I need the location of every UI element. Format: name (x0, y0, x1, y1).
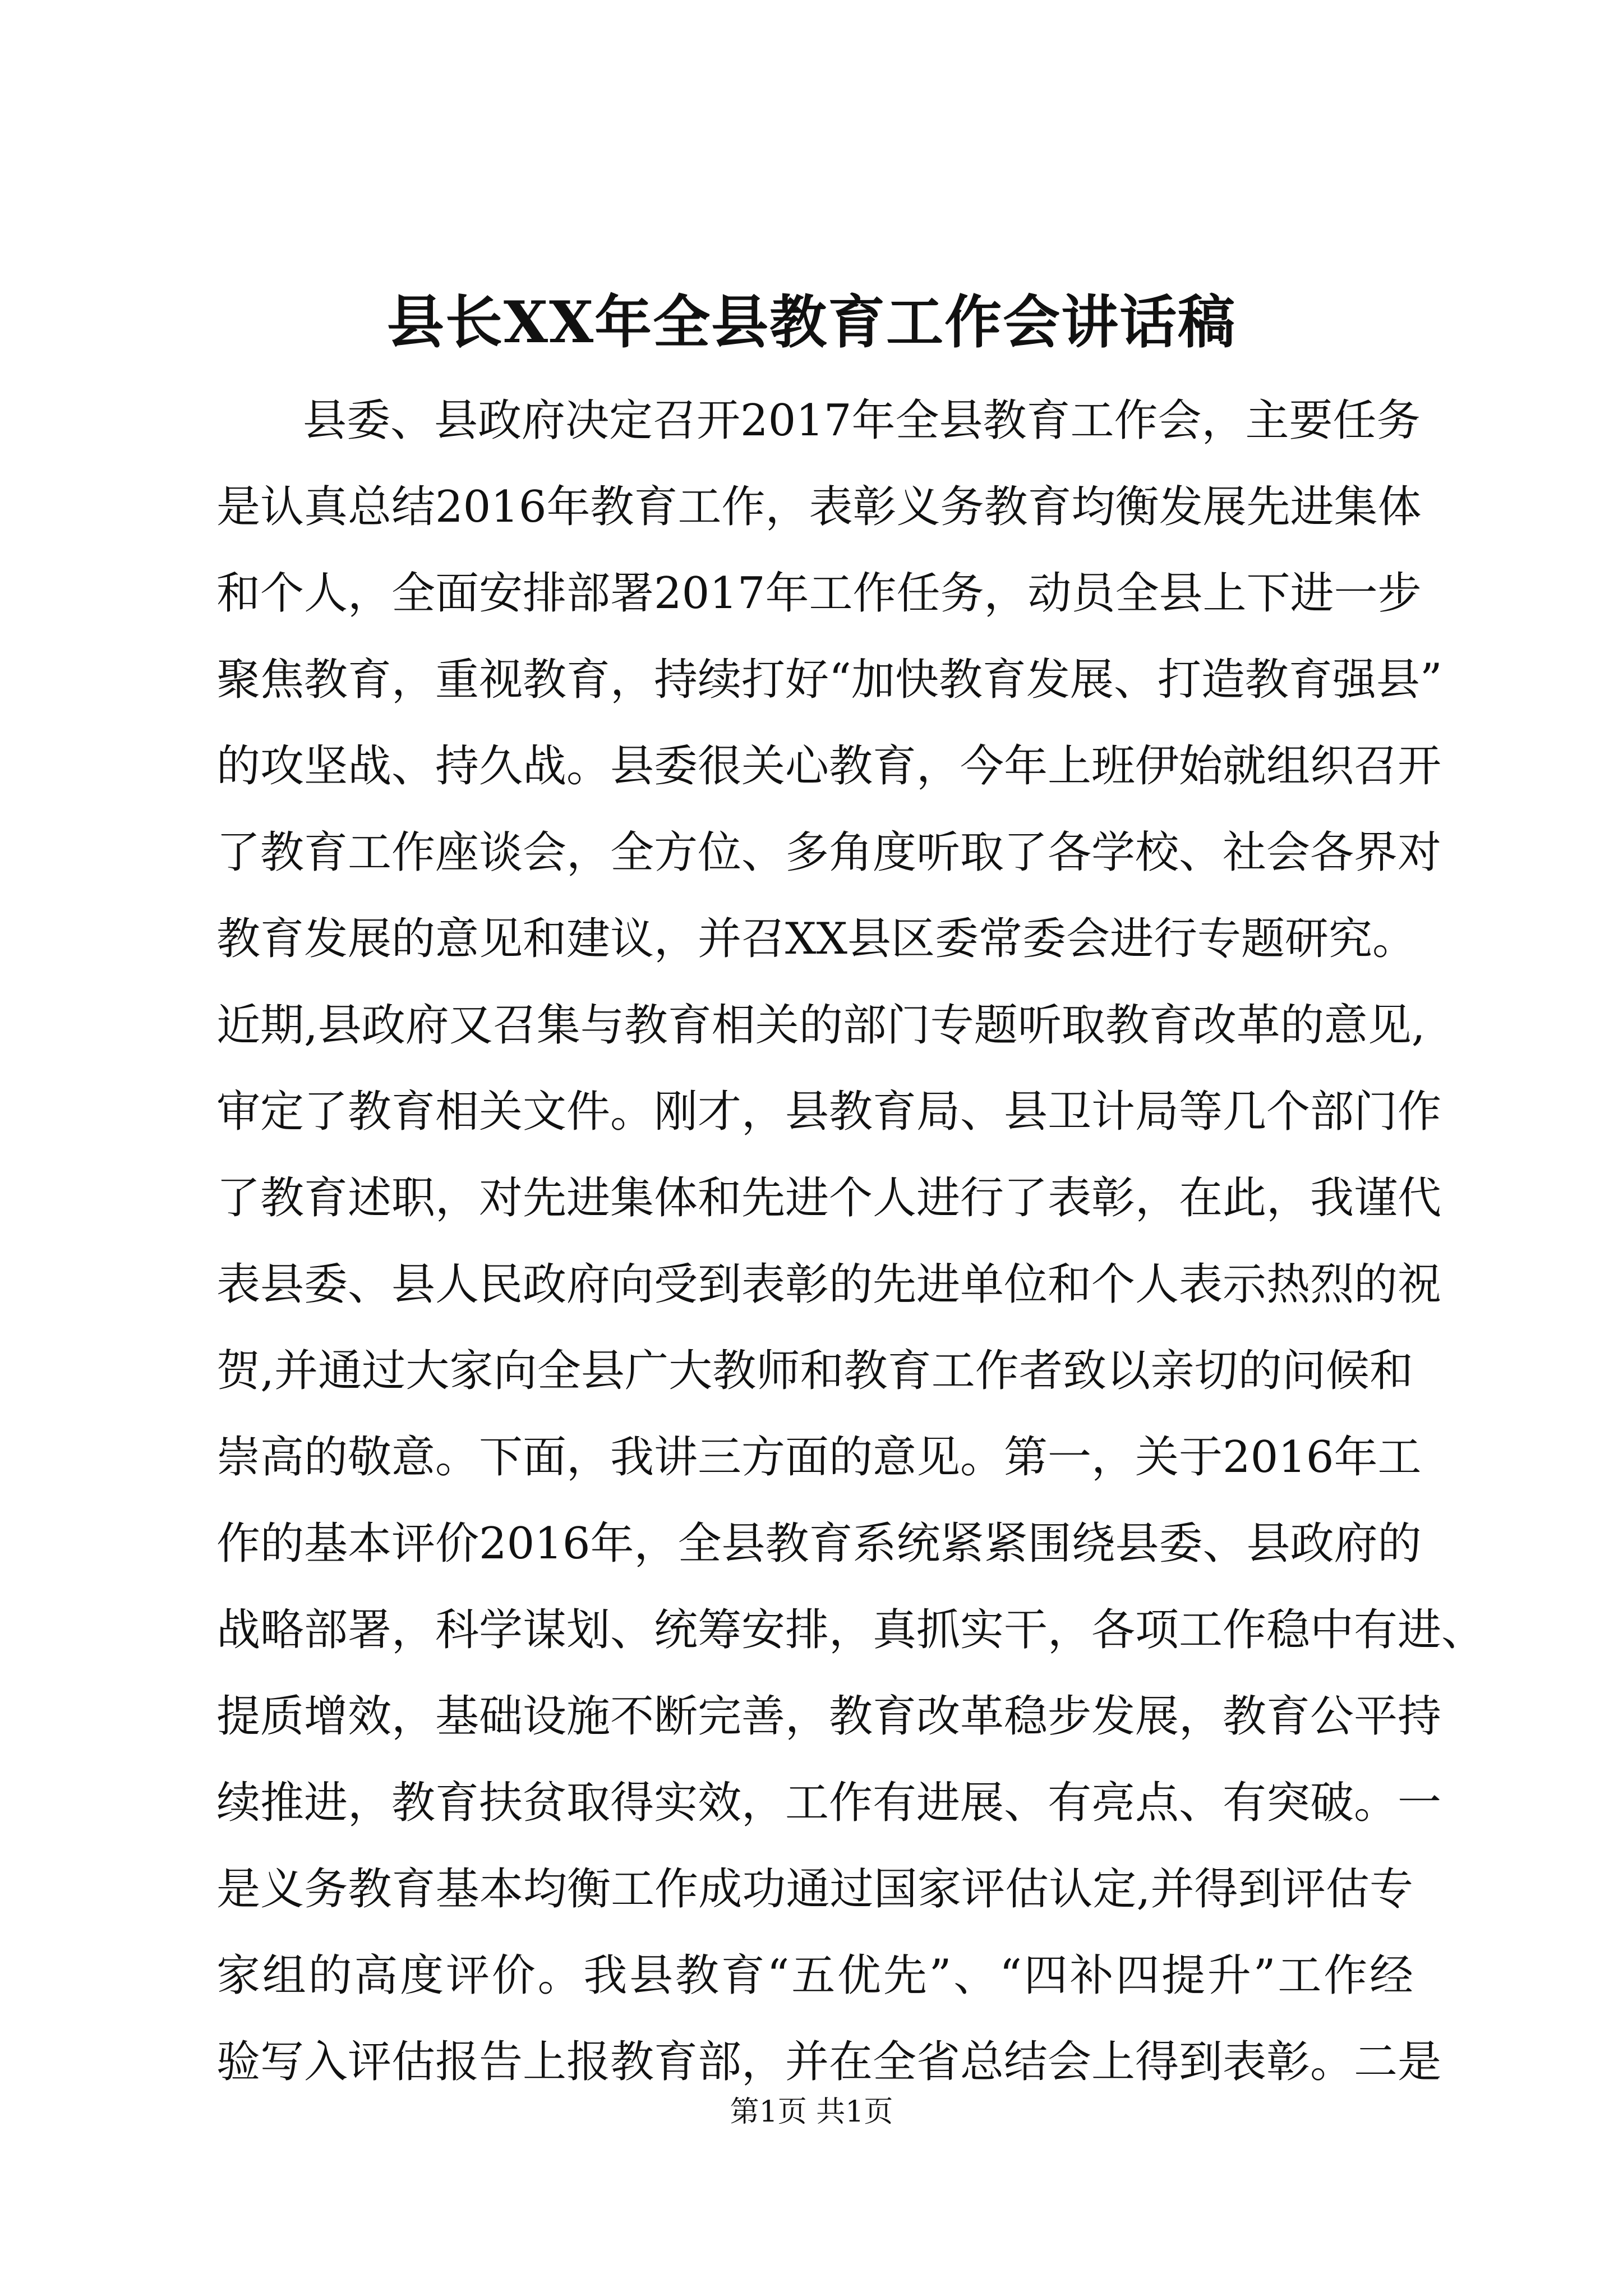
body-line: 和个人，全面安排部署2017年工作任务，动员全县上下进一步 (216, 568, 1422, 619)
body-line: 是义务教育基本均衡工作成功通过国家评估认定,并得到评估专 (216, 1864, 1413, 1915)
body-line: 验写入评估报告上报教育部，并在全省总结会上得到表彰。二是 (216, 2037, 1442, 2087)
body-line: 续推进，教育扶贫取得实效，工作有进展、有亮点、有突破。一 (216, 1778, 1442, 1828)
body-line: 家组的高度评价。我县教育“五优先”、“四补四提升”工作经 (216, 1950, 1413, 2001)
page-footer: 第1页 共1页 (730, 2095, 893, 2129)
body-line: 作的基本评价2016年，全县教育系统紧紧围绕县委、县政府的 (216, 1519, 1422, 1569)
body-line: 了教育工作座谈会，全方位、多角度听取了各学校、社会各界对 (216, 827, 1442, 878)
body-line: 县委、县政府决定召开2017年全县教育工作会，主要任务 (303, 395, 1421, 446)
body-line: 崇高的敬意。下面，我讲三方面的意见。第一，关于2016年工 (216, 1432, 1422, 1483)
body-line: 教育发展的意见和建议，并召XX县区委常委会进行专题研究。 (216, 914, 1417, 964)
body-line: 战略部署，科学谋划、统筹安排，真抓实干，各项工作稳中有进、 (216, 1605, 1486, 1655)
body-line: 聚焦教育，重视教育，持续打好“加快教育发展、打造教育强县” (216, 655, 1442, 705)
body-line: 的攻坚战、持久战。县委很关心教育，今年上班伊始就组织召开 (216, 741, 1442, 792)
body-line: 了教育述职，对先进集体和先进个人进行了表彰，在此，我谨代 (216, 1173, 1442, 1223)
body-line: 审定了教育相关文件。刚才，县教育局、县卫计局等几个部门作 (216, 1087, 1442, 1137)
body-line: 表县委、县人民政府向受到表彰的先进单位和个人表示热烈的祝 (216, 1259, 1442, 1310)
body-line: 提质增效，基础设施不断完善，教育改革稳步发展，教育公平持 (216, 1691, 1442, 1742)
body-line: 贺,并通过大家向全县广大教师和教育工作者致以亲切的问候和 (216, 1346, 1413, 1396)
body-line: 是认真总结2016年教育工作，表彰义务教育均衡发展先进集体 (216, 482, 1422, 532)
document-title: 县长XX年全县教育工作会讲话稿 (386, 289, 1237, 356)
body-line: 近期,县政府又召集与教育相关的部门专题听取教育改革的意见, (216, 1000, 1426, 1051)
document-body (216, 378, 1486, 2105)
